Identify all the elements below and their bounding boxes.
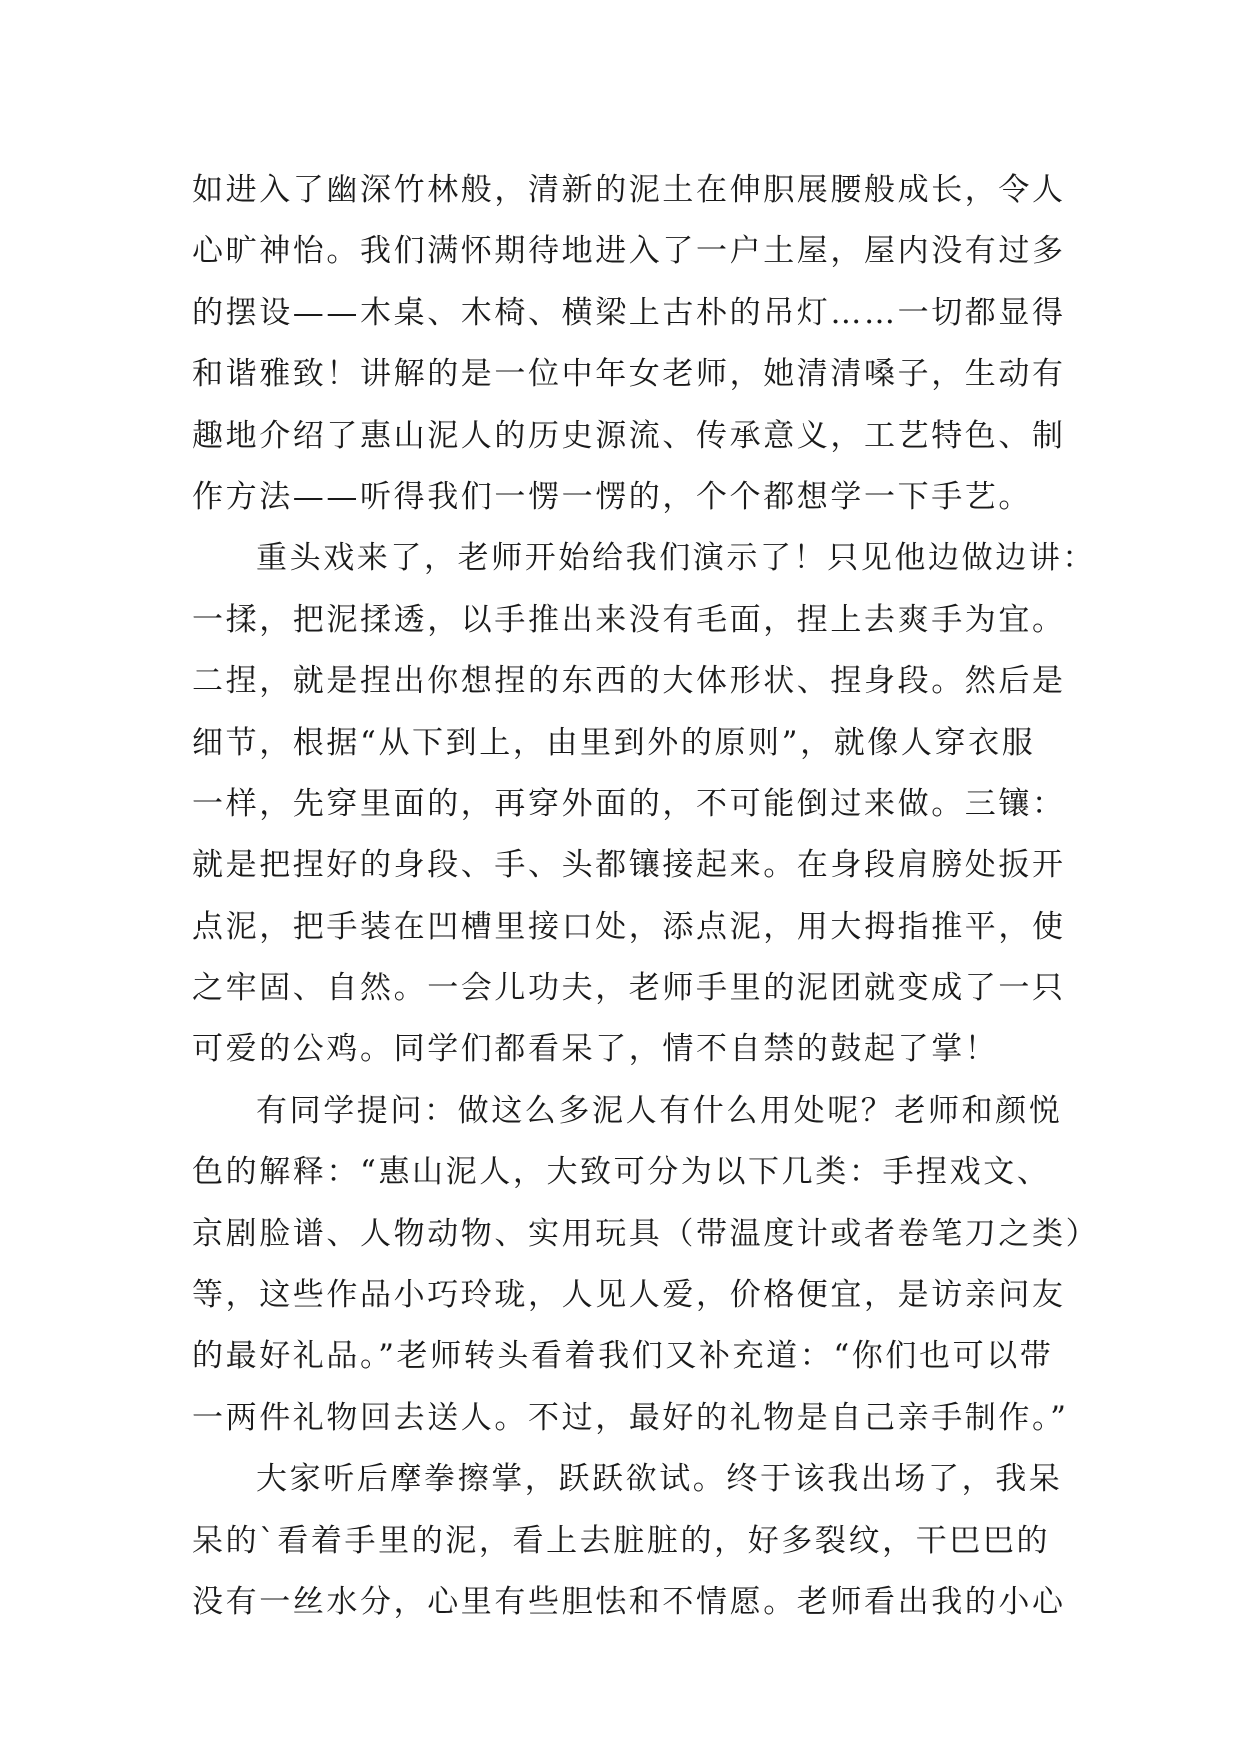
- text-line: 趣地介绍了惠山泥人的历史源流、传承意义，工艺特色、制: [192, 417, 1066, 454]
- text-line: 没有一丝水分，心里有些胆怯和不情愿。老师看出我的小心: [192, 1583, 1066, 1620]
- text-line: 一两件礼物回去送人。不过，最好的礼物是自己亲手制作。”: [192, 1399, 1069, 1436]
- text-line: 点泥，把手装在凹槽里接口处，添点泥，用大拇指推平，使: [192, 908, 1066, 945]
- text-line: 之牢固、自然。一会儿功夫，老师手里的泥团就变成了一只: [192, 970, 1066, 1007]
- text-line: 细节，根据“从下到上，由里到外的原则”，就像人穿衣服: [192, 724, 1036, 761]
- text-line: 一样，先穿里面的，再穿外面的，不可能倒过来做。三镶：: [192, 785, 1066, 822]
- paragraph-start-line: 重头戏来了，老师开始给我们演示了！只见他边做边讲：: [256, 540, 1096, 577]
- text-line: 如进入了幽深竹林般，清新的泥土在伸胑展腰般成长，令人: [192, 172, 1066, 208]
- text-line: 的摆设——木桌、木椅、横梁上古朴的吊灯……一切都显得: [192, 294, 1066, 331]
- body-text: [192, 160, 1100, 1633]
- text-line: 一揉，把泥揉透，以手推出来没有毛面，捏上去爽手为宜。: [192, 601, 1066, 638]
- paragraph-start-line: 大家听后摩拳擦掌，跃跃欲试。终于该我出场了，我呆: [256, 1461, 1063, 1498]
- text-line: 色的解释：“惠山泥人，大致可分为以下几类：手捏戏文、: [192, 1154, 1051, 1191]
- text-line: 呆的`看着手里的泥，看上去脏脏的，好多裂纹，干巴巴的: [192, 1522, 1051, 1559]
- text-line: 和谐雅致！讲解的是一位中年女老师，她清清嗓子，生动有: [192, 356, 1066, 393]
- text-line: 作方法——听得我们一愣一愣的，个个都想学一下手艺。: [192, 478, 1032, 515]
- text-line: 京剧脸谱、人物动物、实用玩具（带温度计或者卷笔刀之类）: [192, 1215, 1100, 1252]
- paragraph-start-line: 有同学提问：做这么多泥人有什么用处呢？老师和颜悦: [256, 1092, 1063, 1129]
- text-line: 可爱的公鸡。同学们都看呆了，情不自禁的鼓起了掌！: [192, 1031, 999, 1068]
- text-line: 二捏，就是捏出你想捏的东西的大体形状、捏身段。然后是: [192, 663, 1066, 700]
- text-line: 等，这些作品小巧玲珑，人见人爱，价格便宜，是访亲问友: [192, 1277, 1066, 1314]
- text-line: 心旷神怡。我们满怀期待地进入了一户土屋，屋内没有过多: [192, 233, 1066, 270]
- text-line: 的最好礼品。”老师转头看着我们又补充道：“你们也可以带: [192, 1338, 1054, 1375]
- text-line: 就是把捏好的身段、手、头都镶接起来。在身段肩膀处扳开: [192, 847, 1066, 884]
